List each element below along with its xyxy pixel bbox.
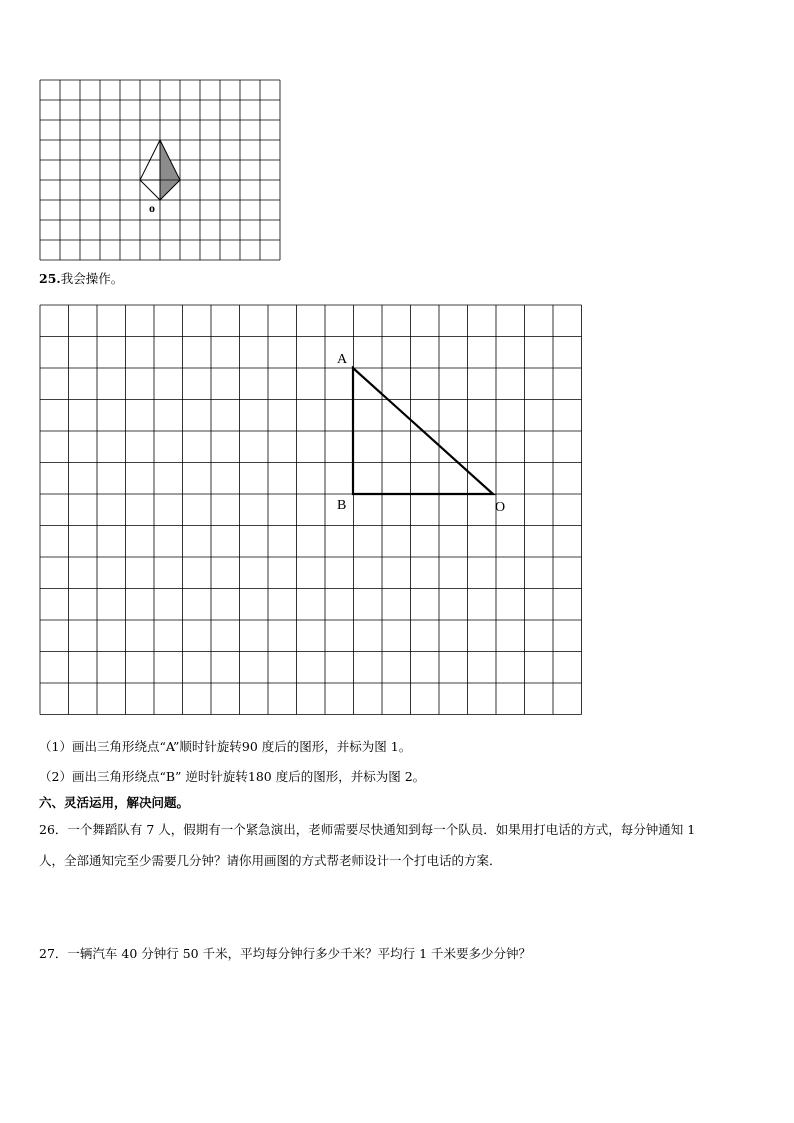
point-a-label: A xyxy=(337,352,348,367)
kite-outline xyxy=(140,140,160,200)
section6-title: 六、灵活运用，解决问题。 xyxy=(39,795,190,810)
q26-line2: 人，全部通知完至少需要几分钟？请你用画图的方式帮老师设计一个打电话的方案． xyxy=(39,853,502,868)
q25-step2: （2）画出三角形绕点“B” 逆时针旋转180 度后的图形，并标为图 2。 xyxy=(39,769,426,784)
point-o-label-main: O xyxy=(495,500,506,515)
q25-step1: （1）画出三角形绕点“A”顺时针旋转90 度后的图形，并标为图 1。 xyxy=(39,739,412,754)
kite-shaded-half xyxy=(160,140,180,200)
top-grid-figure xyxy=(0,0,794,270)
q25-title: 我会操作。 xyxy=(60,271,124,286)
point-o-label: o xyxy=(149,201,155,215)
main-grid-figure xyxy=(0,290,794,730)
q26-line1: 26．一个舞蹈队有 7 人，假期有一个紧急演出，老师需要尽快通知到每一个队员．如果用打电话的方式，每分钟通知 1 xyxy=(39,822,696,837)
q25-heading xyxy=(39,271,123,287)
point-b-label: B xyxy=(337,498,347,513)
q25-number: 25. xyxy=(39,271,61,286)
q27-line1: 27．一辆汽车 40 分钟行 50 千米，平均每分钟行多少千米？平均行 1 千米要多少分钟？ xyxy=(39,946,532,961)
